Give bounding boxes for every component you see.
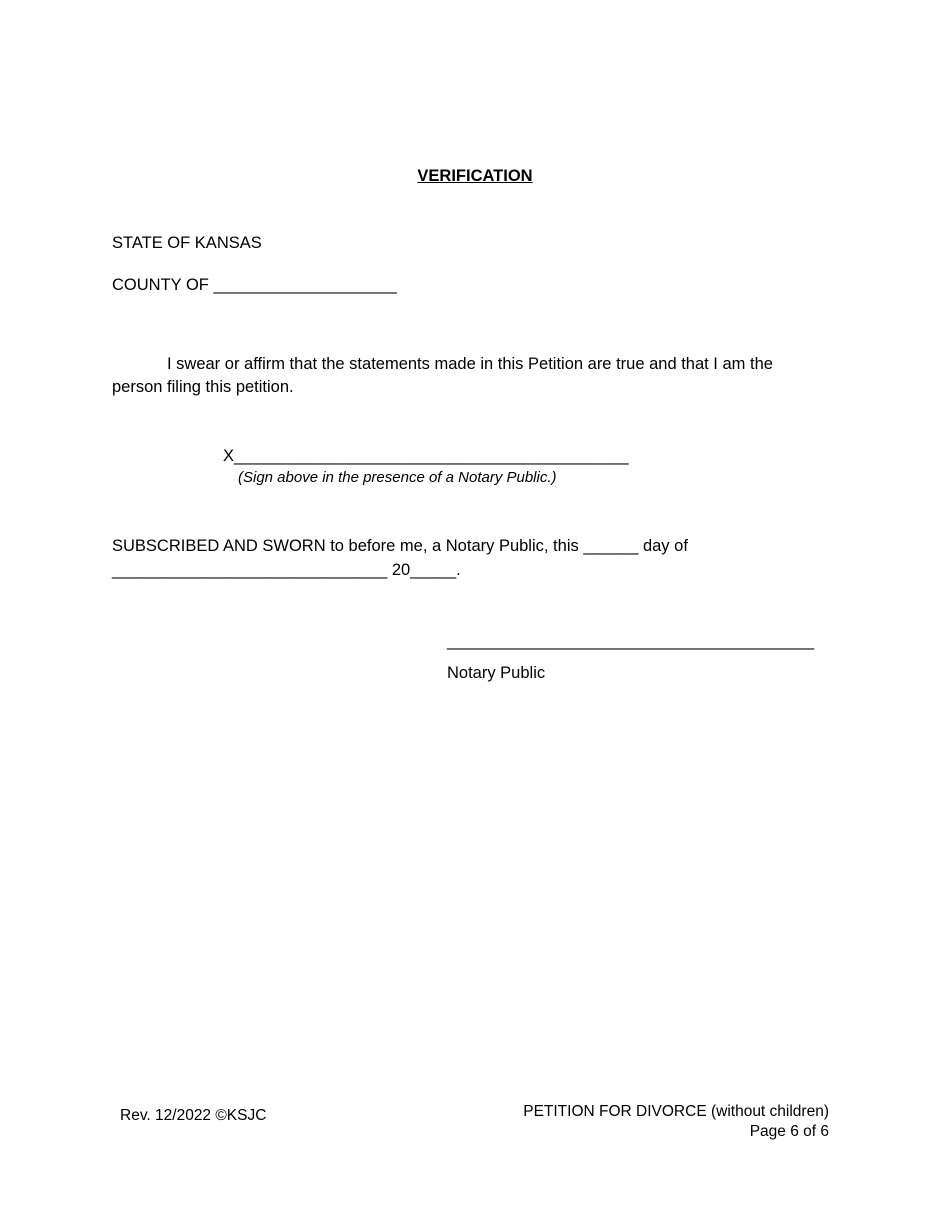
signature-line: X___________________________________________ (223, 447, 629, 465)
footer-revision: Rev. 12/2022 ©KSJC (120, 1107, 267, 1124)
sworn-line-1: SUBSCRIBED AND SWORN to before me, a Notary Public, this ______ day of (112, 537, 688, 555)
affirmation-statement: I swear or affirm that the statements made in this Petition are true and that I am the person filing this petition. (112, 355, 773, 396)
page-title: VERIFICATION (417, 167, 533, 185)
footer-form-info (523, 1102, 829, 1142)
state-line: STATE OF KANSAS (112, 234, 262, 252)
footer-form-title: PETITION FOR DIVORCE (without children) (523, 1103, 829, 1120)
notary-label: Notary Public (447, 664, 546, 682)
footer-page-number: Page 6 of 6 (749, 1123, 829, 1140)
sworn-line-2: ______________________________ 20_____. (112, 561, 461, 579)
county-line: COUNTY OF ____________________ (112, 276, 397, 294)
signature-instruction: (Sign above in the presence of a Notary Public.) (238, 469, 557, 486)
notary-signature-rule: ________________________________________ (447, 632, 815, 650)
